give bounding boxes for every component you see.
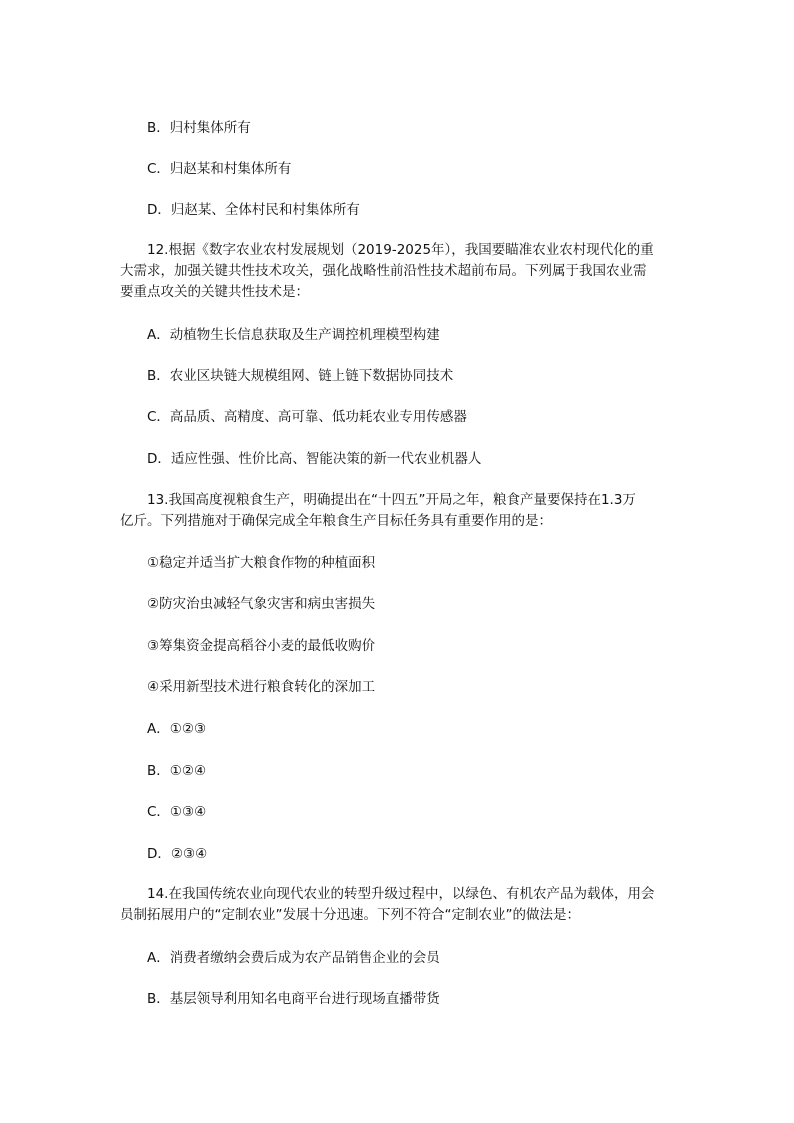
q13-option-b: B．①②④ (147, 763, 207, 779)
q12-option-c: C．高品质、高精度、高可靠、低功耗农业专用传感器 (147, 409, 467, 425)
q12-option-a: A．动植物生长信息获取及生产调控机理模型构建 (147, 327, 440, 343)
q14-option-b: B．基层领导利用知名电商平台进行现场直播带货 (147, 991, 440, 1007)
q11-option-b: B．归村集体所有 (147, 120, 251, 136)
q12-stem-line: 大需求，加强关键共性技术攻关，强化战略性前沿性技术超前布局。下列属于我国农业需 (120, 263, 647, 279)
q12-stem-line: 要重点攻关的关键共性技术是： (120, 284, 309, 300)
q14-stem-line: 员制拓展用户的“定制农业”发展十分迅速。下列不符合“定制农业”的做法是： (120, 907, 580, 923)
q12-option-b: B．农业区块链大规模组网、链上链下数据协同技术 (147, 368, 454, 384)
q13-item-4: ④采用新型技术进行粮食转化的深加工 (147, 679, 376, 695)
q13-option-c: C．①③④ (147, 804, 207, 820)
q14-option-a: A．消费者缴纳会费后成为农产品销售企业的会员 (147, 950, 440, 966)
q14-stem-line: 14.在我国传统农业向现代农业的转型升级过程中，以绿色、有机农产品为载体，用会 (147, 886, 655, 902)
q12-stem-line: 12.根据《数字农业农村发展规划（2019-2025年），我国要瞄准农业农村现代化的重 (147, 242, 654, 258)
q13-option-a: A．①②③ (147, 721, 207, 737)
q13-option-d: D．②③④ (147, 846, 208, 862)
q13-item-1: ①稳定并适当扩大粮食作物的种植面积 (147, 555, 376, 571)
q13-item-3: ③筹集资金提高稻谷小麦的最低收购价 (147, 638, 376, 654)
q12-option-d: D．适应性强、性价比高、智能决策的新一代农业机器人 (147, 451, 482, 467)
q13-stem-line: 亿斤。下列措施对于确保完成全年粮食生产目标任务具有重要作用的是： (120, 513, 552, 529)
q13-item-2: ②防灾治虫减轻气象灾害和病虫害损失 (147, 596, 376, 612)
q13-stem-line: 13.我国高度视粮食生产，明确提出在“十四五”开局之年，粮食产量要保持在1.3万 (147, 492, 636, 508)
q11-option-d: D．归赵某、全体村民和村集体所有 (147, 202, 360, 218)
q11-option-c: C．归赵某和村集体所有 (147, 161, 292, 177)
